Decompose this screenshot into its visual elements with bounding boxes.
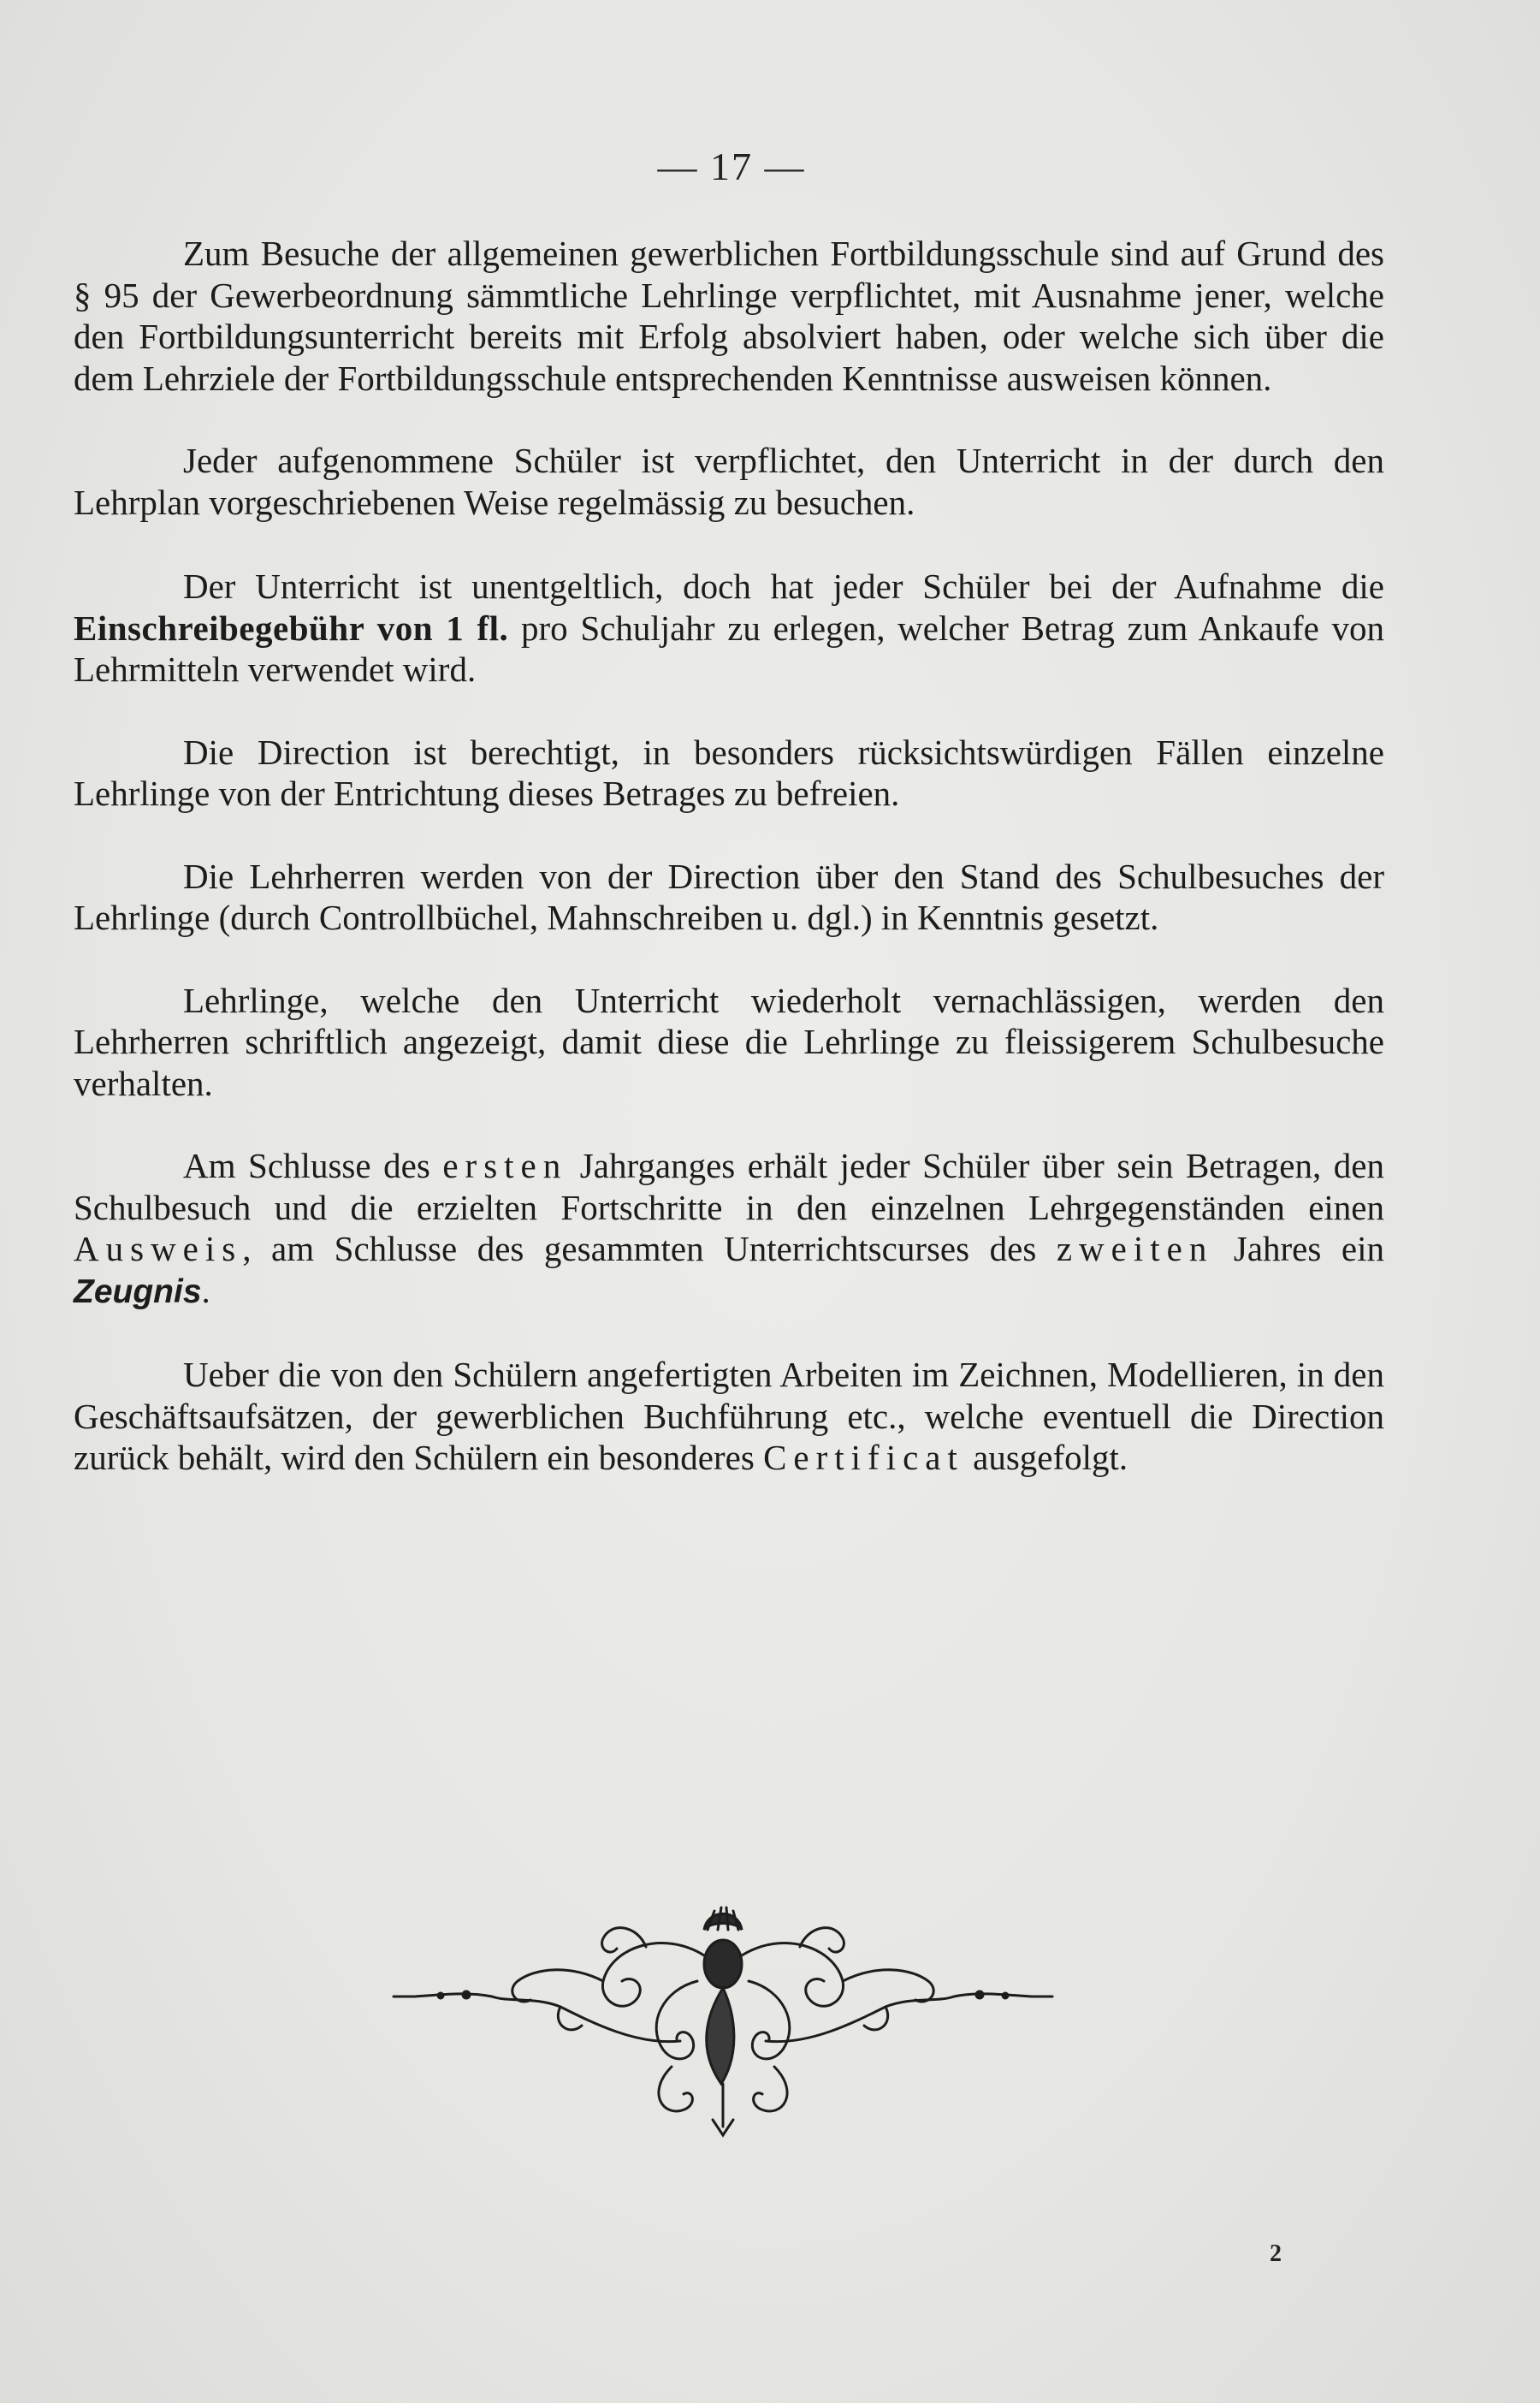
fee-text-end: pro Schuljahr zu erlegen, welcher Betrag zum Ankaufe von Lehrmitteln verwendet wird. bbox=[74, 608, 1385, 689]
progress-text-3: , am Schlusse des gesammten Unterrichtscurses des bbox=[242, 1229, 1057, 1268]
spaced-word-first: ersten bbox=[442, 1146, 568, 1185]
paragraph-attendance-obligation: Zum Besuche der allgemeinen gewerblichen Fortbildungsschule sind auf Grund des § 95 der Gewerbeordnung sämmtliche Lehrlinge verpflichtet, mit Ausnahme jener, welche den Fortbildungsunterricht bereits mit Erfolg absolviert haben, oder welche sich über die dem Lehrziele der Fortbildungsschule entsprechenden Kenntnisse ausweisen können. bbox=[74, 234, 1384, 398]
ornament-left-scrolls bbox=[394, 1928, 704, 2111]
paragraph-work-certificate bbox=[74, 1354, 1384, 1479]
paragraph-neglect-reporting: Lehrlinge, welche den Unterricht wiederholt vernachlässigen, werden den Lehrherren schriftlich angezeigt, damit diese die Lehrlinge zu fleissigerem Schulbesuche verhalten. bbox=[74, 980, 1384, 1103]
progress-text-2: Jahrganges erhält jeder Schüler über sein Betragen, den Schulbesuch und die erzielten Fortschritte in den einzelnen Lehrgegenständen einen bbox=[74, 1146, 1384, 1227]
paragraph-masters-informed: Die Lehrherren werden von der Direction über den Stand des Schulbesuches der Lehrlinge (durch Controllbüchel, Mahnschreiben u. dgl.) in Kenntnis gesetzt. bbox=[74, 856, 1384, 937]
emphasized-zeugnis: Zeugnis bbox=[74, 1273, 202, 1310]
spaced-word-certificat: Certificat bbox=[763, 1438, 964, 1477]
spaced-word-ausweis: Ausweis bbox=[74, 1229, 243, 1268]
progress-text-1: Am Schlusse des bbox=[183, 1146, 443, 1185]
paragraph-regular-attendance: Jeder aufgenommene Schüler ist verpflichtet, den Unterricht in der durch den Lehrplan vorgeschriebenen Weise regelmässig zu besuchen. bbox=[74, 441, 1384, 522]
progress-text-5: . bbox=[201, 1270, 210, 1310]
paragraph-certificates-of-progress bbox=[74, 1145, 1384, 1313]
progress-text-4: Jahres ein bbox=[1213, 1229, 1384, 1268]
certificate-text-end: ausgefolgt. bbox=[963, 1438, 1128, 1477]
fee-text-start: Der Unterricht ist unentgeltlich, doch hat jeder Schüler bei der Aufnahme die bbox=[183, 567, 1384, 606]
paragraph-fee-exemption: Die Direction ist berechtigt, in besonders rücksichtswürdigen Fällen einzelne Lehrlinge von der Entrichtung dieses Betrages zu befreien. bbox=[74, 732, 1384, 813]
ornament-right-scrolls bbox=[742, 1928, 1052, 2111]
printer-signature-mark: 2 bbox=[1270, 2240, 1282, 2267]
spaced-word-second: zweiten bbox=[1056, 1229, 1214, 1268]
ornament-center-shell bbox=[704, 1908, 742, 2135]
paragraph-enrollment-fee bbox=[74, 566, 1384, 691]
fee-amount: Einschreibegebühr von 1 fl. bbox=[74, 608, 509, 648]
certificate-text-start: Ueber die von den Schülern angefertigten Arbeiten im Zeichnen, Modellieren, in den Geschäftsaufsätzen, der gewerblichen Buchführung etc., welche eventuell die Direction zurück behält, wird den Schülern ein besonderes bbox=[74, 1355, 1384, 1477]
body-text bbox=[74, 233, 1384, 1520]
baroque-scroll-ornament-icon bbox=[389, 1896, 1057, 2152]
page-number: — 17 — bbox=[657, 145, 806, 188]
